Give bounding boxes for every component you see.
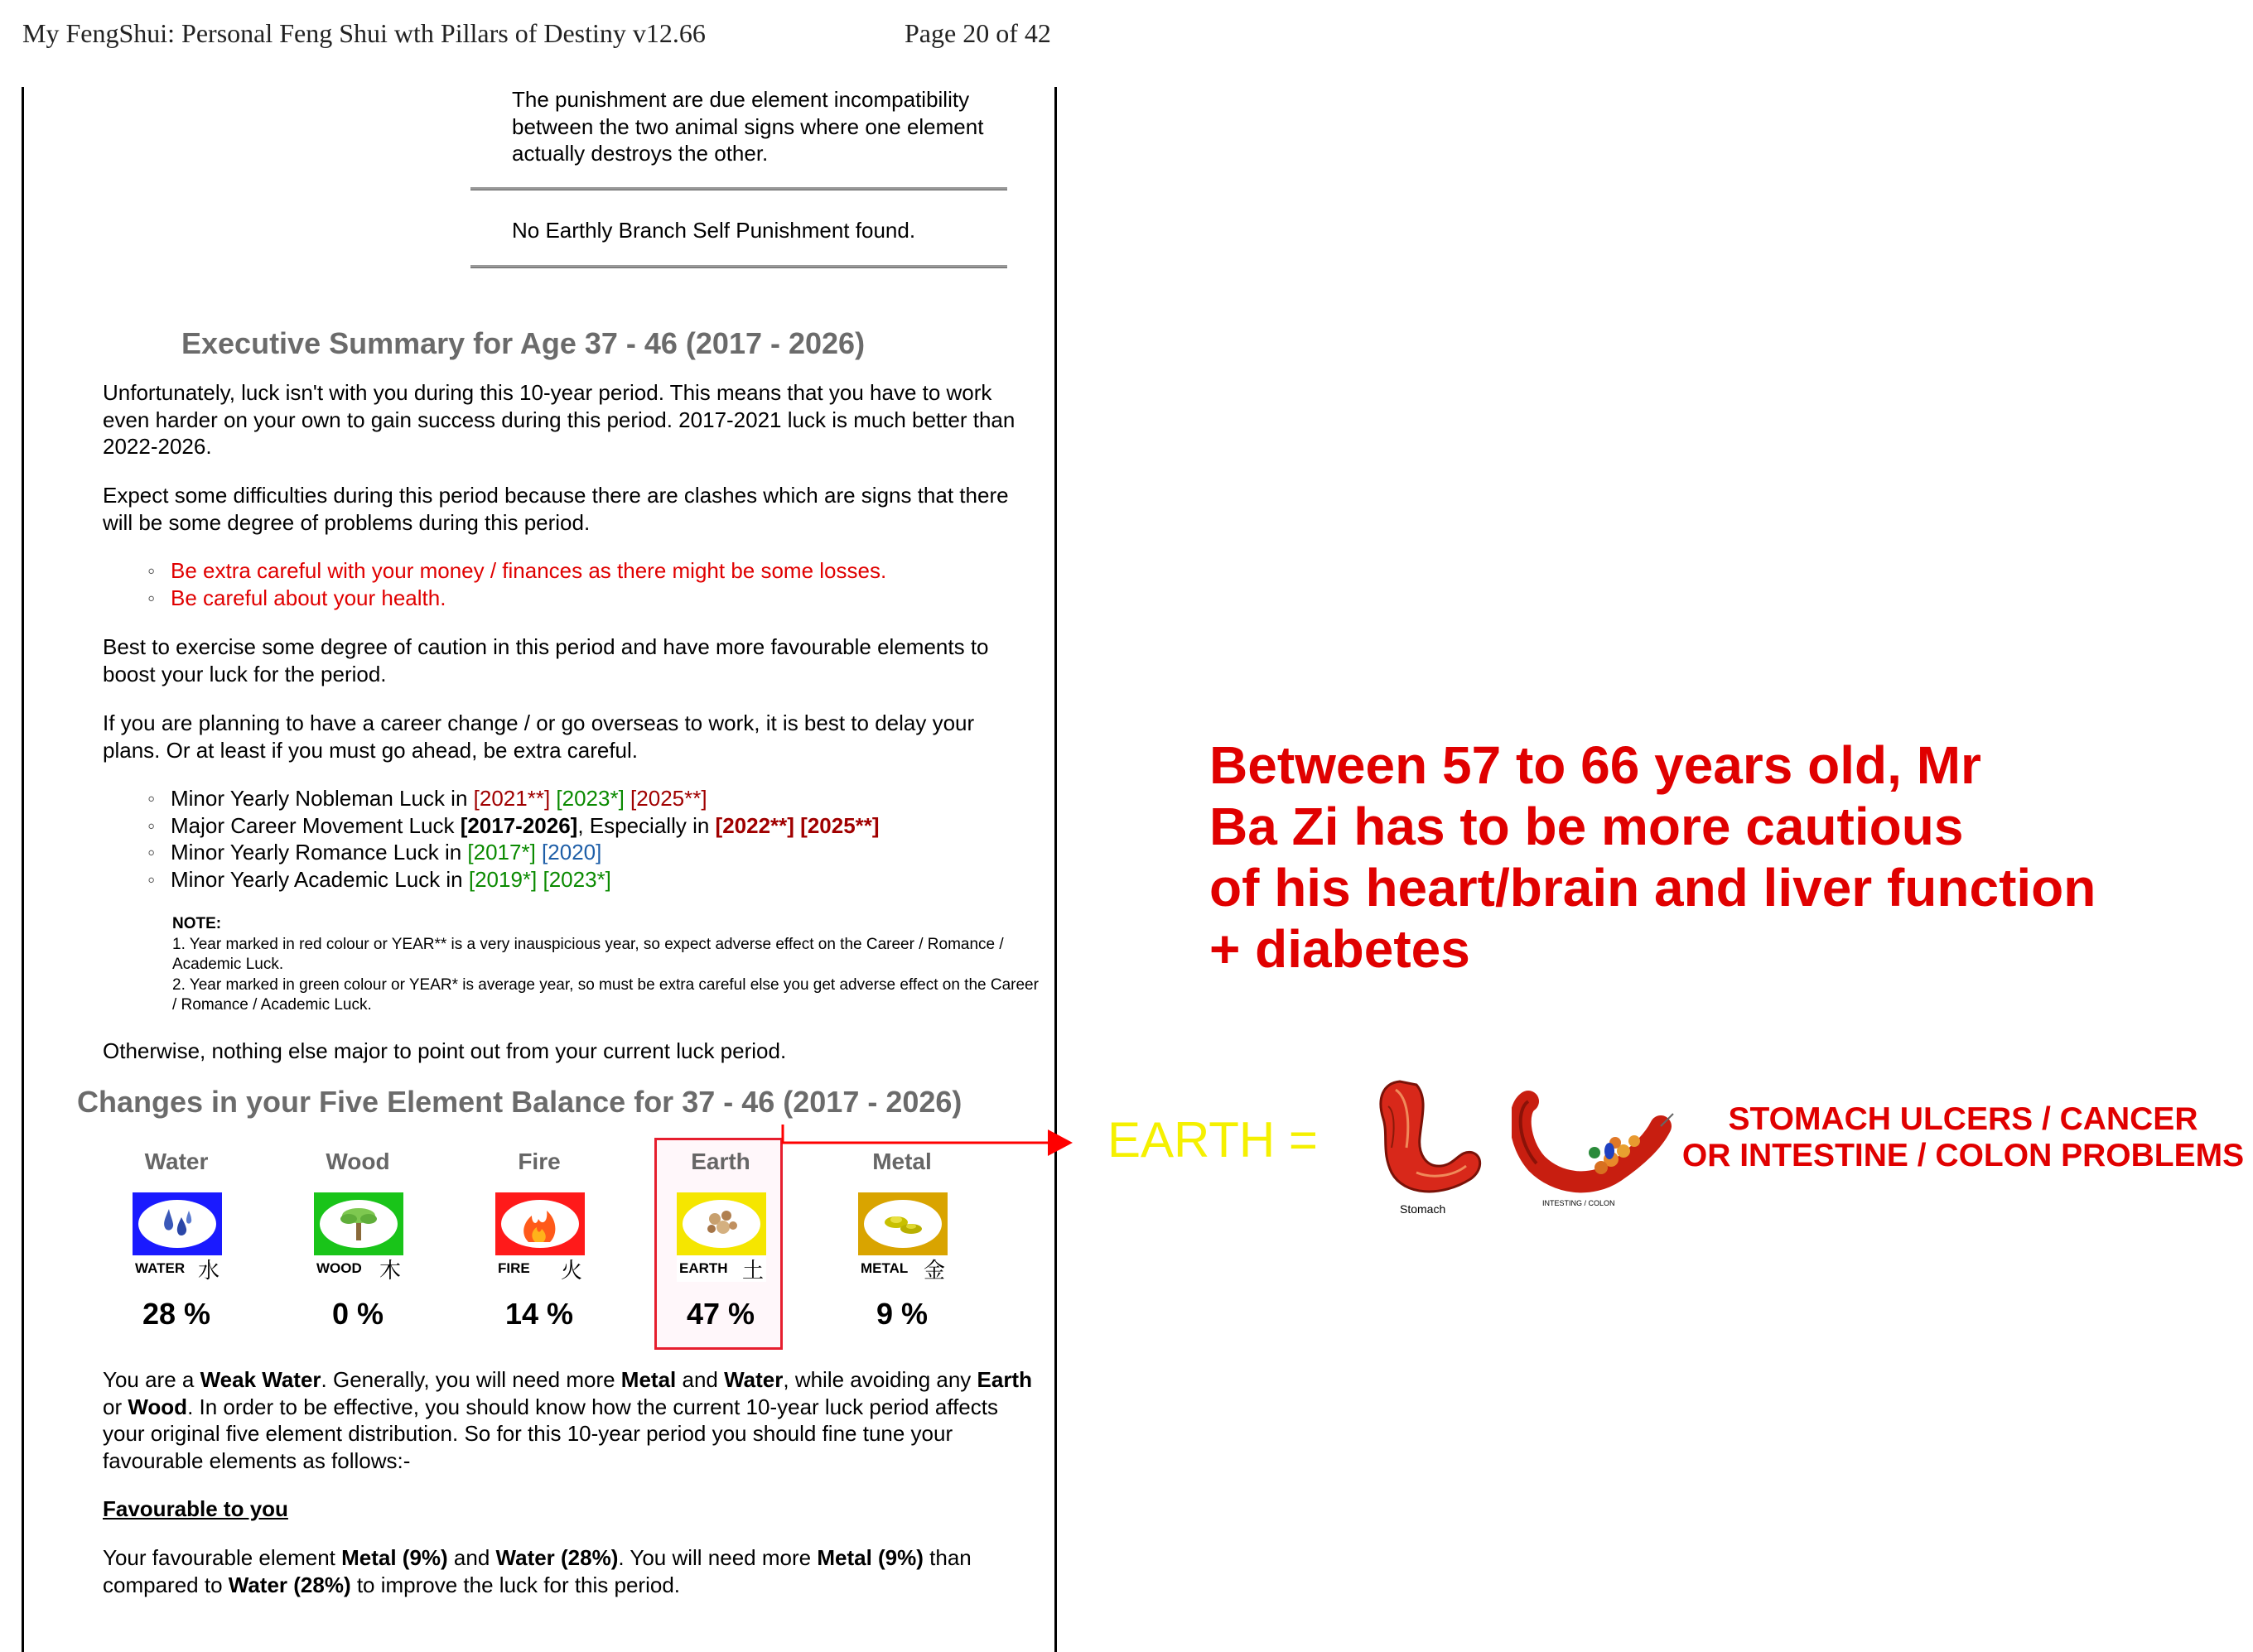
favourable-paragraph: Your favourable element Metal (9%) and Water (28%). You will need more Metal (9%) than compared to Water (28%) to improve the luck for this period.	[103, 1545, 972, 1597]
note-title: NOTE:	[172, 915, 222, 932]
element-label-metal: Metal	[872, 1149, 932, 1174]
earth-element-tile: EARTH 土	[677, 1192, 766, 1282]
left-page-border	[22, 87, 24, 1652]
luck-list	[147, 785, 1025, 893]
document-title: My FengShui: Personal Feng Shui wth Pillars of Destiny v12.66	[22, 18, 706, 48]
luck-item-academic: ◦ Minor Yearly Academic Luck in [2019*] [2023*]	[147, 866, 1025, 893]
note-block	[172, 914, 1042, 1016]
headline-line: Ba Zi has to be more cautious	[1209, 797, 1964, 856]
gold-ingots-icon	[861, 1197, 944, 1250]
note-1: 1. Year marked in red colour or YEAR** is a very inauspicious year, so expect adverse effect on the Career / Romance / Academic Luck.	[172, 935, 1004, 973]
warning-item: ◦ Be extra careful with your money / finances as there might be some losses.	[147, 557, 1025, 585]
headline-line: Between 57 to 66 years old, Mr	[1209, 735, 1981, 795]
tree-icon	[317, 1197, 400, 1250]
summary-para-3: Best to exercise some degree of caution in this period and have more favourable elements to boost your luck for the period.	[103, 634, 989, 686]
right-page-border	[1054, 87, 1057, 1652]
pointer-arrow-icon	[779, 1123, 1110, 1173]
page-number: Page 20 of 42	[905, 18, 1051, 48]
summary-para-5: Otherwise, nothing else major to point out from your current luck period.	[103, 1038, 787, 1063]
self-punishment-text: No Earthly Branch Self Punishment found.	[512, 218, 916, 243]
intestine-colon-icon	[1512, 1085, 1677, 1201]
executive-summary-title: Executive Summary for Age 37 - 46 (2017 - 2026)	[181, 326, 866, 360]
summary-para-4: If you are planning to have a career change / or go overseas to work, it is best to delay your plans. Or at least if you must go ahead, be extra careful.	[103, 710, 975, 763]
weak-water-paragraph: You are a Weak Water. Generally, you will need more Metal and Water, while avoiding any Earth or Wood. In order to be effective, you should know how the current 10-year luck period affects your original five element distribution. So for this 10-year period you should fine tune your favourable elements as follows:-	[103, 1367, 1032, 1473]
metal-element-tile: METAL 金	[858, 1192, 948, 1282]
luck-item-nobleman: ◦ Minor Yearly Nobleman Luck in [2021**] [2023*] [2025**]	[147, 785, 1025, 812]
summary-para-2: Expect some difficulties during this period because there are clashes which are signs that there will be some degree of problems during this period.	[103, 483, 1009, 535]
rocks-icon	[680, 1197, 763, 1250]
wood-element-tile: WOOD 木	[314, 1192, 403, 1282]
earth-equals-label: EARTH =	[1107, 1112, 1318, 1168]
headline-line: of his heart/brain and liver function	[1209, 858, 2096, 918]
warning-item: ◦ Be careful about your health.	[147, 585, 1025, 612]
headline-line: + diabetes	[1209, 919, 1470, 979]
water-drops-icon	[136, 1197, 219, 1250]
punishment-text: The punishment are due element incompatibility between the two animal signs where one element actually destroys the other.	[512, 87, 984, 166]
divider	[470, 265, 1007, 268]
element-label-fire: Fire	[518, 1149, 561, 1174]
element-percent-water: 28 %	[142, 1297, 211, 1331]
stomach-icon	[1358, 1073, 1491, 1206]
stomach-caption: Stomach	[1400, 1202, 1446, 1216]
element-percent-earth: 47 %	[686, 1297, 755, 1331]
element-percent-metal: 9 %	[876, 1297, 929, 1331]
element-percent-wood: 0 %	[331, 1297, 384, 1331]
divider	[470, 187, 1007, 190]
fire-element-tile: FIRE 火	[495, 1192, 585, 1282]
intestine-caption: INTESTING / COLON	[1542, 1199, 1615, 1207]
health-warning-headline	[1209, 734, 2236, 980]
element-balance-title: Changes in your Five Element Balance for 37 - 46 (2017 - 2026)	[77, 1085, 962, 1119]
favourable-heading: Favourable to you	[103, 1496, 288, 1521]
luck-item-career: ◦ Major Career Movement Luck [2017-2026], Especially in [2022**] [2025**]	[147, 812, 1025, 840]
warning-list	[147, 557, 1025, 611]
flame-icon	[499, 1197, 581, 1250]
element-label-wood: Wood	[326, 1149, 390, 1174]
water-element-tile: WATER 水	[133, 1192, 222, 1282]
summary-para-1: Unfortunately, luck isn't with you during this 10-year period. This means that you have to work even harder on your own to gain success during this period. 2017-2021 luck is much better than 2022-2026.	[103, 380, 1016, 459]
element-label-water: Water	[144, 1149, 209, 1174]
stomach-problems-text: STOMACH ULCERS / CANCER OR INTESTINE / COLON PROBLEMS	[1681, 1101, 2245, 1173]
note-2: 2. Year marked in green colour or YEAR* is average year, so must be extra careful else you get adverse effect on the Career / Romance / Academic Luck.	[172, 975, 1039, 1014]
element-label-earth: Earth	[691, 1149, 750, 1174]
luck-item-romance: ◦ Minor Yearly Romance Luck in [2017*] [2020]	[147, 839, 1025, 866]
element-percent-fire: 14 %	[504, 1297, 574, 1331]
